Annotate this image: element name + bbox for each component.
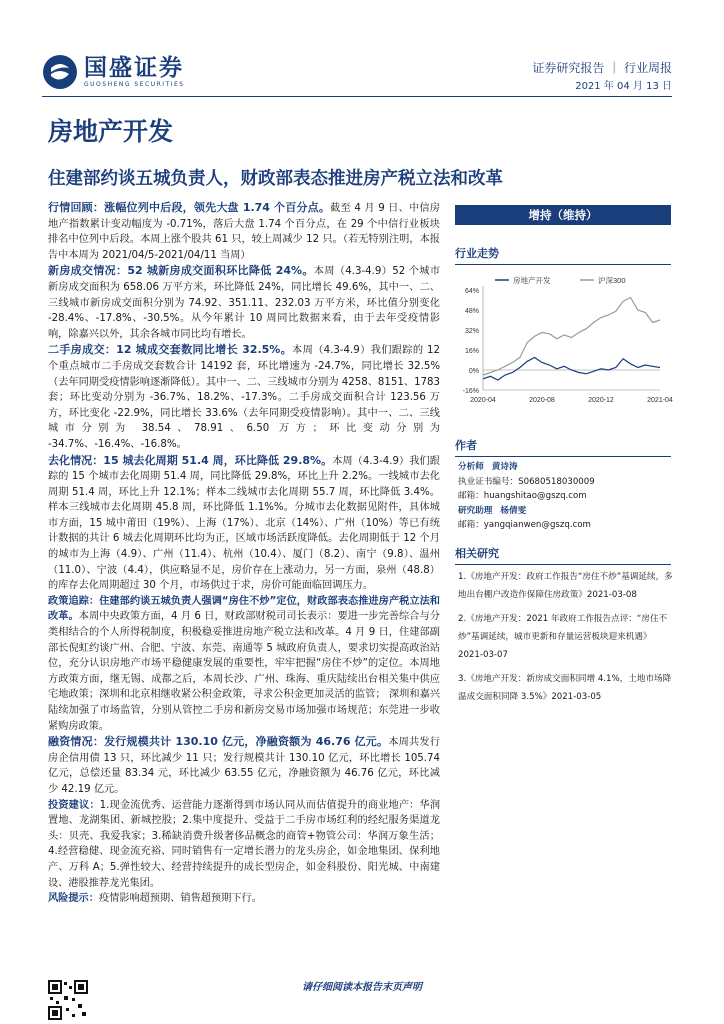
sector-title: 房地产开发 [48,117,174,146]
related-research-item[interactable]: 2.《房地产开发：2021 年政府工作报告点评：“房住不炒”基调延续，城市更新和存量运营板块迎来机遇》2021-03-07 [458,614,668,660]
second-hand-paragraph [48,342,440,452]
investment-heading: 投资建议： [48,799,100,811]
author-section-title: 作者 [455,437,671,457]
investment-text: 1.现金流优秀、运营能力逐渐得到市场认同从而估值提升的商业地产：华润置地、龙湖集团、新城控股；2.集中度提升、受益于二手房市场红利的经纪服务渠道龙头：贝壳、我爱我家；3.稀缺消费升级奢侈品概念的商管+物管公司：华润万象生活；4.经营稳健、现金流充裕、同时销售有一定增长潜力的龙头房企，如金地集团、保利地产、万科 A；5.弹性较大、经营持续提升的成长型房企，如金科股份、阳光城、中南建设、港股推荐龙光集团。 [48,799,441,889]
industry-trend-chart [455,268,680,410]
report-headline: 住建部约谈五城负责人，财政部表态推进房产税立法和改革 [48,169,503,189]
x-tick-label: 2020-04 [470,397,496,404]
header-divider [42,96,672,97]
policy-text: 本周中央政策方面，4 月 6 日，财政部财税司司长表示：要进一步完善综合与分类相结合的个人所得税制度，积极稳妥推进房地产税立法和改革。4 月 9 日，住建部副部长倪虹约谈广州、合肥、宁波、东莞、南通等 5 城政府负责人，要求切实提高政治站位，充分认识房地产市场平稳健康发展的重要性，牢牢把握“房住不炒”的定位。本周地方政策方面，继无锡、成都之后，本周长沙、广州、珠海、重庆陆续出台相关集中供应宅地政策；深圳和北京相继收紧公积金政策，寻求公积金更加灵活的监管； 深圳和嘉兴陆续加强了市场监管，分别从管控二手房和新房交易市场加强市场规范；东莞进一步收紧购房政策。 [48,611,440,732]
related-research-list [458,568,676,712]
series-line-2 [483,298,660,376]
destocking-paragraph [48,453,440,594]
second-hand-heading: 二手房成交：12 城成交套数同比增长 32.5%。 [48,343,293,357]
y-tick-label: 48% [464,308,479,315]
risk-text: 疫情影响超预期、销售超预期下行。 [98,893,262,905]
assistant-name: 杨倩雯 [500,505,527,516]
market-review-text: 截至 4 月 9 日、中信房地产指数累计变动幅度为 -0.71%，落后大盘 1.74 个百分点，在 29 个中信行业板块排名中位列中后段。本周上涨个股共 61 只，较上周减少 12 只。（若无特别注明，本报告中本周为 2021/04/5-2021/04/11 当周） [48,203,440,261]
analyst-email[interactable]: 邮箱：huangshitao@gszq.com [458,491,587,501]
policy-paragraph [48,594,440,734]
analyst-name: 黄诗涛 [491,462,518,472]
assistant-role: 研究助理 [458,505,493,516]
investment-paragraph [48,798,440,892]
related-research-item[interactable]: 3.《房地产开发：新房成交面积同增 4.1%，土地市场降温成交面积同降 3.5%》2021-03-05 [458,674,672,702]
market-review-heading: 行情回顾：涨幅位列中后段，领先大盘 1.74 个百分点。 [48,201,331,214]
x-tick-label: 2020-12 [588,397,614,404]
rating-badge: 增持（维持） [455,205,671,225]
guosheng-logo-icon [42,54,78,90]
legend-label: 房地产开发 [513,276,551,285]
second-hand-text: 本周（4.3-4.9）我们跟踪的 12 个重点城市二手房成交套数合计 14192 套，环比增速为 -24.7%，同比增长 32.5%（去年同期受疫情影响逐渐降低）。其中一、二、三线城市分别为 4258、8151、1783 套；环比变动分别为 -36.7%、18.2%、-17.3%。二手房成交面积合计 123.56 万方，环比变化 -22.9%，同比增长 33.6%（去年同期受疫情影响）。其中一、二、三线城市分别为 38.54、78.91、6.50 万方；环比变动分别为 -34.7%、-16.4%、-16.8%。 [48,345,440,450]
series-line-1 [483,358,660,381]
trend-section-title: 行业走势 [455,245,671,265]
analyst-role: 分析师 [458,462,484,472]
new-home-text: 本周（4.3-4.9）52 个城市新房成交面积为 658.06 万平方米，环比降低 24%，同比增长 49.6%，其中一、二、三线城市新房成交面积分别为 74.92、351.11、232.03 万平方米，环比值分别变化 -28.4%、-17.8%、-30.5%。从今年累计 10 周同比数据来看，由于去年受疫情影响，除嘉兴以外，其余各城市同比均有增长。 [48,266,441,340]
x-tick-label: 2021-04 [647,397,673,404]
report-body [48,200,440,907]
footer-disclaimer: 请仔细阅读本报告末页声明 [302,982,422,993]
x-tick-label: 2020-08 [529,397,555,404]
logo-english-name: GUOSHENG SECURITIES [84,81,185,88]
new-home-paragraph [48,263,440,342]
destocking-heading: 去化情况：15 城去化周期 51.4 周，环比降低 29.8%。 [48,453,333,467]
related-research-item[interactable]: 1.《房地产开发：政府工作报告“房住不炒”基调延续，多地出台棚户改造作保障住房政策》2021-03-08 [458,572,673,600]
y-tick-label: 32% [464,328,479,335]
risk-paragraph [48,891,440,907]
logo-chinese-name: 国盛证券 [84,55,184,81]
financing-heading: 融资情况：发行规模共计 130.10 亿元，净融资额为 46.76 亿元。 [48,735,389,749]
y-tick-label: 64% [464,288,479,295]
legend-label: 沪深300 [598,276,626,285]
y-tick-label: 16% [464,348,479,355]
y-tick-label: 0% [468,368,479,375]
analyst-certificate: 执业证书编号：S0680518030009 [458,476,595,487]
report-date: 2021 年 04 月 13 日 [575,81,672,92]
market-review-paragraph [48,200,440,263]
assistant-email[interactable]: 邮箱：yangqianwen@gszq.com [458,520,591,530]
report-type: 证券研究报告 ｜ 行业周报 [532,61,672,75]
financing-text: 本周共发行房企信用债 13 只，环比减少 11 只；发行规模共计 130.10 亿元，环比增长 105.74 亿元，总偿还量 83.34 元，环比减少 63.55 亿元，净融资额为 46.76 亿元，环比减少 42.19 亿元。 [48,737,441,795]
destocking-text: 本周（4.3-4.9）我们跟踪的 15 个城市去化周期 51.4 周，同比降低 29.8%，环比上升 2.2%。一线城市去化周期 51.4 周，环比上升 12.1%；样本二线城市去化周期 55.7 周，环比降低 3.4%。样本三线城市去化周期 45.8 周，环比降低 1.1%%。分城市去化数据见附件，具体城市方面，15 城中莆田（19%）、上海（17%）、北京（14%）、广州（10%）等已有统计数据的共计 6 城去化周期环比均为正，区域市场活跃度降低。去化周期低于 12 个月的城市为上海（4.9）、广州（11.4）、杭州（10.4）、厦门（8.2）、南宁（9.8）、温州（11.0）、宁波（4.4），供应略显不足，房价存在上涨动力，另一方面，泉州（48.8）的库存去化周期超过 30 个月，市场供过于求，房价可能面临回调压力。 [48,455,440,592]
author-block [458,460,672,533]
related-section-title: 相关研究 [455,545,671,565]
risk-heading: 风险提示： [48,893,99,905]
y-tick-label: -16% [462,388,479,395]
financing-paragraph [48,734,440,797]
new-home-heading: 新房成交情况：52 城新房成交面积环比降低 24%。 [48,264,314,278]
company-logo [42,54,185,90]
policy-heading: 政策追踪：住建部约谈五城负责人强调“房住不炒”定位，财政部表态推进房产税立法和改革。 [48,595,440,623]
